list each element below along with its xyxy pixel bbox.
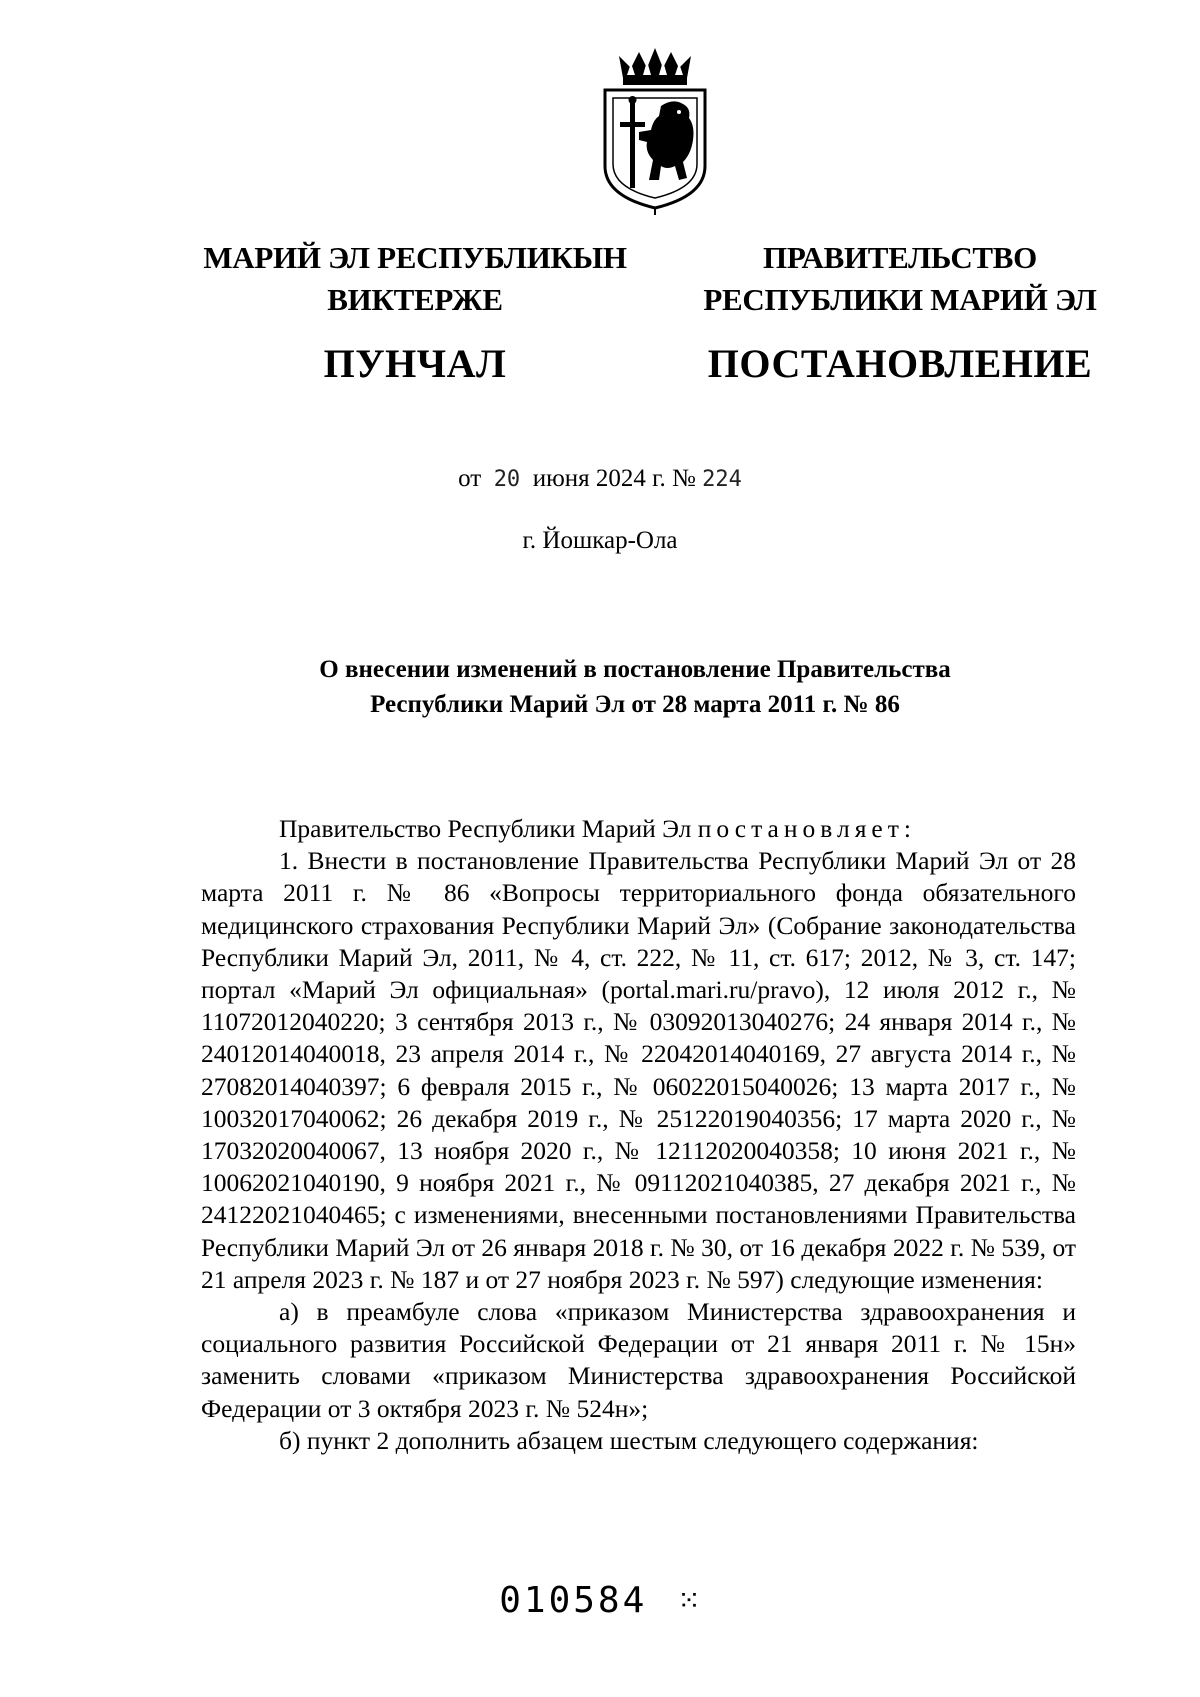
header-russian-line1: ПРАВИТЕЛЬСТВО [763,240,1037,275]
paragraph-b: б) пункт 2 дополнить абзацем шестым следующего содержания: [279,1425,979,1455]
header-mari [190,242,640,384]
intro-decree-word: постановляет: [697,814,916,843]
header-mari-doctype: ПУНЧАЛ [323,341,507,386]
form-serial [0,1580,1200,1621]
document-number: 224 [702,467,742,492]
header-russian-doctype: ПОСТАНОВЛЕНИЕ [707,341,1093,386]
date-prefix: от [458,465,482,492]
title-line1: О внесении изменений в постановление Правительства [319,656,951,683]
date-month-year: июня 2024 г. № [532,465,696,492]
coat-of-arms-emblem [599,48,711,216]
header-russian [690,242,1110,384]
header-russian-line2: РЕСПУБЛИКИ МАРИЙ ЭЛ [703,282,1097,317]
intro-paragraph [201,813,1076,845]
document-body [201,813,1076,1457]
serial-mark-icon: ⁙ [677,1584,701,1617]
serial-number: 010584 [499,1580,648,1621]
document-title [200,652,1070,722]
crown-icon [619,48,691,85]
intro-text: Правительство Республики Марий Эл [279,814,692,843]
header-mari-line1: МАРИЙ ЭЛ РЕСПУБЛИКЫН [203,240,627,275]
header-mari-line2: ВИКТЕРЖЕ [327,282,503,317]
date-day: 20 [493,467,521,492]
date-line [0,465,1200,493]
paragraph-a: а) в преамбуле слова «приказом Министерства здравоохранения и социального развития Российской Федерации от 21 января 2011 г. № 15н» заменить словами «приказом Министерства здравоохранения Российской Федерации от 3 октября 2023 г. № 524н»; [201,1297,1076,1423]
paragraph-1: 1. Внести в постановление Правительства Республики Марий Эл от 28 марта 2011 г. № 86 «Вопросы территориального фонда обязательного медицинского страхования Республики Марий Эл» (Собрание законодательства Республики Марий Эл, 2011, № 4, ст. 222, № 11, ст. 617; 2012, № 3, ст. 147; портал «Марий Эл официальная» (portal.mari.ru/pravo), 12 июля 2012 г., № 11072012040220; 3 сентября 2013 г., № 03092013040276; 24 января 2014 г., № 24012014040018, 23 апреля 2014 г., № 22042014040169, 27 августа 2014 г., № 27082014040397; 6 февраля 2015 г., № 06022015040026; 13 марта 2017 г., № 10032017040062; 26 декабря 2019 г., № 25122019040356; 17 марта 2020 г., № 17032020040067, 13 ноября 2020 г., № 12112020040358; 10 июня 2021 г., № 10062021040190, 9 ноября 2021 г., № 09112021040385, 27 декабря 2021 г., № 24122021040465; с изменениями, внесенными постановлениями Правительства Республики Марий Эл от 26 января 2018 г. № 30, от 16 декабря 2022 г. № 539, от 21 апреля 2023 г. № 187 и от 27 ноября 2023 г. № 597) следующие изменения: [201,846,1076,1294]
city-line: г. Йошкар-Ола [522,527,678,554]
title-line2: Республики Марий Эл от 28 марта 2011 г. № 86 [370,691,900,718]
